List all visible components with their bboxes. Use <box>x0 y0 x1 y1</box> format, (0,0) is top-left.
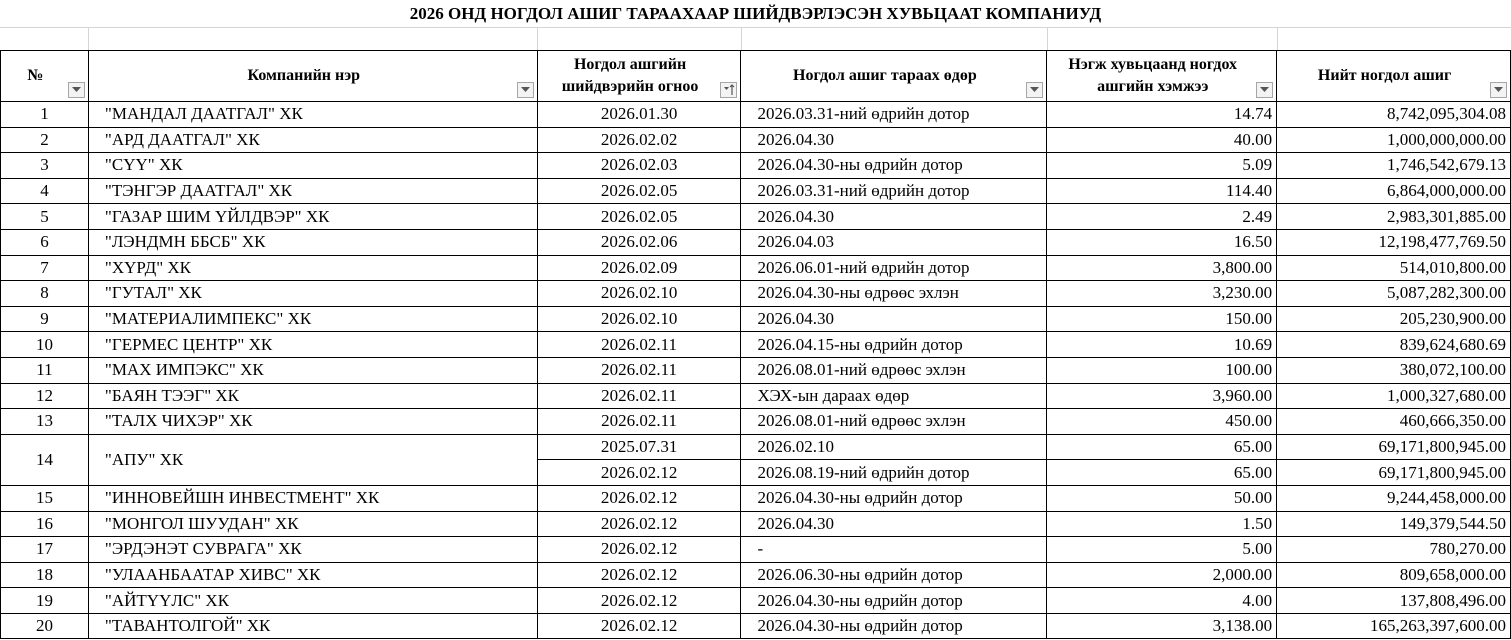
decision-date-cell[interactable]: 2026.02.12 <box>537 562 741 588</box>
payment-date-cell[interactable]: 2026.06.30-ны өдрийн дотор <box>741 562 1047 588</box>
total-dividend-cell[interactable]: 460,666,350.00 <box>1277 409 1511 435</box>
decision-date-cell[interactable]: 2026.01.30 <box>537 102 741 128</box>
payment-date-cell[interactable]: 2026.02.10 <box>741 434 1047 460</box>
sort-ascending-filter-icon[interactable] <box>720 82 737 98</box>
company-name-cell[interactable]: "ТАЛХ ЧИХЭР" ХК <box>88 409 537 435</box>
sheet-title-text: 2026 ОНД НОГДОЛ АШИГ ТАРААХААР ШИЙДВЭРЛЭСЭН ХУВЬЦААТ КОМПАНИУД <box>409 3 1102 23</box>
per-share-cell[interactable]: 14.74 <box>1047 102 1277 128</box>
per-share-cell[interactable]: 50.00 <box>1047 485 1277 511</box>
per-share-cell[interactable]: 450.00 <box>1047 409 1277 435</box>
payment-date-cell[interactable]: 2026.08.01-ний өдрөөс эхлэн <box>741 409 1047 435</box>
payment-date-cell[interactable]: 2026.08.01-ний өдрөөс эхлэн <box>741 357 1047 383</box>
total-dividend-cell[interactable]: 380,072,100.00 <box>1277 357 1511 383</box>
decision-date-cell[interactable]: 2026.02.12 <box>537 485 741 511</box>
row-number-cell[interactable]: 11 <box>1 357 89 383</box>
payment-date-cell[interactable]: 2026.04.30 <box>741 127 1047 153</box>
per-share-cell[interactable]: 150.00 <box>1047 306 1277 332</box>
row-number-cell[interactable]: 16 <box>1 511 89 537</box>
payment-date-cell[interactable]: 2026.04.30 <box>741 204 1047 230</box>
row-number-cell[interactable]: 17 <box>1 537 89 563</box>
decision-date-cell[interactable]: 2026.02.09 <box>537 255 741 281</box>
header-num-label: № <box>27 67 44 84</box>
total-dividend-cell[interactable]: 1,000,327,680.00 <box>1277 383 1511 409</box>
per-share-cell[interactable]: 100.00 <box>1047 357 1277 383</box>
per-share-cell[interactable]: 2,000.00 <box>1047 562 1277 588</box>
decision-date-cell[interactable]: 2026.02.06 <box>537 229 741 255</box>
company-name-cell[interactable]: "МАТЕРИАЛИМПЕКС" ХК <box>88 306 537 332</box>
company-name-cell[interactable]: "ТАВАНТОЛГОЙ" ХК <box>88 613 537 639</box>
company-name-cell[interactable]: "ХҮРД" ХК <box>88 255 537 281</box>
decision-date-cell[interactable]: 2026.02.12 <box>537 460 741 486</box>
filter-dropdown-icon[interactable] <box>1256 82 1273 98</box>
company-name-cell[interactable]: "УЛААНБААТАР ХИВС" ХК <box>88 562 537 588</box>
header-num <box>1 51 89 102</box>
row-number-cell[interactable]: 10 <box>1 332 89 358</box>
total-dividend-cell[interactable]: 6,864,000,000.00 <box>1277 178 1511 204</box>
total-dividend-cell[interactable]: 5,087,282,300.00 <box>1277 281 1511 307</box>
payment-date-cell[interactable]: - <box>741 537 1047 563</box>
filter-dropdown-icon[interactable] <box>68 82 85 98</box>
header-decision-date <box>537 51 741 102</box>
table-row <box>1 255 1511 281</box>
total-dividend-cell[interactable]: 514,010,800.00 <box>1277 255 1511 281</box>
company-name-cell[interactable]: "ЭРДЭНЭТ СУВРАГА" ХК <box>88 537 537 563</box>
company-name-cell[interactable]: "СҮҮ" ХК <box>88 153 537 179</box>
table-row <box>1 153 1511 179</box>
row-number-cell[interactable]: 13 <box>1 409 89 435</box>
company-name-cell[interactable]: "ИННОВЕЙШН ИНВЕСТМЕНТ" ХК <box>88 485 537 511</box>
header-payment-date-label: Ногдол ашиг тараах өдөр <box>793 67 977 84</box>
total-dividend-cell[interactable]: 809,658,000.00 <box>1277 562 1511 588</box>
header-per-share-label: Нэгж хувьцаанд ногдох ашгийн хэмжээ <box>1068 56 1238 95</box>
table-row <box>1 434 1511 460</box>
header-total-label: Нийт ногдол ашиг <box>1317 67 1452 84</box>
table-row <box>1 229 1511 255</box>
per-share-cell[interactable]: 65.00 <box>1047 460 1277 486</box>
total-dividend-cell[interactable]: 69,171,800,945.00 <box>1277 434 1511 460</box>
decision-date-cell[interactable]: 2026.02.05 <box>537 204 741 230</box>
payment-date-cell[interactable]: 2026.04.15-ны өдрийн дотор <box>741 332 1047 358</box>
total-dividend-cell[interactable]: 9,244,458,000.00 <box>1277 485 1511 511</box>
total-dividend-cell[interactable]: 137,808,496.00 <box>1277 588 1511 614</box>
total-dividend-cell[interactable]: 839,624,680.69 <box>1277 332 1511 358</box>
per-share-cell[interactable]: 1.50 <box>1047 511 1277 537</box>
per-share-cell[interactable]: 10.69 <box>1047 332 1277 358</box>
payment-date-cell[interactable]: 2026.04.30 <box>741 511 1047 537</box>
decision-date-cell[interactable]: 2026.02.11 <box>537 409 741 435</box>
row-number-cell[interactable]: 1 <box>1 102 89 128</box>
header-decision-date-label: Ногдол ашгийн шийдвэрийн огноо <box>561 56 699 95</box>
table-row <box>1 178 1511 204</box>
company-name-cell[interactable]: "ГАЗАР ШИМ ҮЙЛДВЭР" ХК <box>88 204 537 230</box>
company-name-cell[interactable]: "АПУ" ХК <box>88 434 537 485</box>
payment-date-cell[interactable]: 2026.04.30-ны өдрөөс эхлэн <box>741 281 1047 307</box>
company-name-cell[interactable]: "МОНГОЛ ШУУДАН" ХК <box>88 511 537 537</box>
decision-date-cell[interactable]: 2026.02.12 <box>537 588 741 614</box>
per-share-cell[interactable]: 3,230.00 <box>1047 281 1277 307</box>
row-number-cell[interactable]: 19 <box>1 588 89 614</box>
per-share-cell[interactable]: 3,960.00 <box>1047 383 1277 409</box>
row-number-cell[interactable]: 3 <box>1 153 89 179</box>
dividend-table <box>0 50 1511 639</box>
decision-date-cell[interactable]: 2026.02.11 <box>537 332 741 358</box>
decision-date-cell[interactable]: 2026.02.10 <box>537 281 741 307</box>
table-row <box>1 562 1511 588</box>
per-share-cell[interactable]: 114.40 <box>1047 178 1277 204</box>
row-number-cell[interactable]: 6 <box>1 229 89 255</box>
payment-date-cell[interactable]: 2026.04.30-ны өдрийн дотор <box>741 588 1047 614</box>
table-row <box>1 306 1511 332</box>
per-share-cell[interactable]: 4.00 <box>1047 588 1277 614</box>
table-row <box>1 204 1511 230</box>
company-name-cell[interactable]: "ГУТАЛ" ХК <box>88 281 537 307</box>
per-share-cell[interactable]: 16.50 <box>1047 229 1277 255</box>
total-dividend-cell[interactable]: 8,742,095,304.08 <box>1277 102 1511 128</box>
payment-date-cell[interactable]: 2026.04.30-ны өдрийн дотор <box>741 153 1047 179</box>
table-row <box>1 511 1511 537</box>
row-number-cell[interactable]: 18 <box>1 562 89 588</box>
sheet-title <box>0 0 1511 28</box>
table-row <box>1 485 1511 511</box>
total-dividend-cell[interactable]: 149,379,544.50 <box>1277 511 1511 537</box>
total-dividend-cell[interactable]: 69,171,800,945.00 <box>1277 460 1511 486</box>
payment-date-cell[interactable]: 2026.03.31-ний өдрийн дотор <box>741 178 1047 204</box>
header-row <box>1 51 1511 102</box>
row-number-cell[interactable]: 14 <box>1 434 89 485</box>
decision-date-cell[interactable]: 2026.02.03 <box>537 153 741 179</box>
payment-date-cell[interactable]: 2026.04.03 <box>741 229 1047 255</box>
row-number-cell[interactable]: 2 <box>1 127 89 153</box>
row-number-cell[interactable]: 20 <box>1 613 89 639</box>
company-name-cell[interactable]: "АЙТҮҮЛС" ХК <box>88 588 537 614</box>
filter-dropdown-icon[interactable] <box>517 82 534 98</box>
per-share-cell[interactable]: 5.00 <box>1047 537 1277 563</box>
row-number-cell[interactable]: 5 <box>1 204 89 230</box>
company-name-cell[interactable]: "ТЭНГЭР ДААТГАЛ" ХК <box>88 178 537 204</box>
per-share-cell[interactable]: 3,138.00 <box>1047 613 1277 639</box>
decision-date-cell[interactable]: 2026.02.11 <box>537 383 741 409</box>
blank-spacer-row <box>0 27 1511 50</box>
row-number-cell[interactable]: 4 <box>1 178 89 204</box>
header-company <box>88 51 537 102</box>
row-number-cell[interactable]: 7 <box>1 255 89 281</box>
header-payment-date <box>741 51 1047 102</box>
decision-date-cell[interactable]: 2026.02.12 <box>537 537 741 563</box>
company-name-cell[interactable]: "МАНДАЛ ДААТГАЛ" ХК <box>88 102 537 128</box>
total-dividend-cell[interactable]: 165,263,397,600.00 <box>1277 613 1511 639</box>
company-name-cell[interactable]: "МАХ ИМПЭКС" ХК <box>88 357 537 383</box>
payment-date-cell[interactable]: 2026.04.30-ны өдрийн дотор <box>741 485 1047 511</box>
table-row <box>1 127 1511 153</box>
total-dividend-cell[interactable]: 1,000,000,000.00 <box>1277 127 1511 153</box>
company-name-cell[interactable]: "ЛЭНДМН ББСБ" ХК <box>88 229 537 255</box>
total-dividend-cell[interactable]: 1,746,542,679.13 <box>1277 153 1511 179</box>
row-number-cell[interactable]: 12 <box>1 383 89 409</box>
table-row <box>1 588 1511 614</box>
table-row <box>1 281 1511 307</box>
table-row <box>1 332 1511 358</box>
filter-dropdown-icon[interactable] <box>1026 82 1043 98</box>
per-share-cell[interactable]: 65.00 <box>1047 434 1277 460</box>
header-company-label: Компанийн нэр <box>247 67 361 84</box>
header-per-share <box>1047 51 1277 102</box>
per-share-cell[interactable]: 2.49 <box>1047 204 1277 230</box>
table-row <box>1 613 1511 639</box>
total-dividend-cell[interactable]: 12,198,477,769.50 <box>1277 229 1511 255</box>
table-row <box>1 357 1511 383</box>
decision-date-cell[interactable]: 2026.02.11 <box>537 357 741 383</box>
payment-date-cell[interactable]: 2026.03.31-ний өдрийн дотор <box>741 102 1047 128</box>
table-body <box>1 102 1511 639</box>
decision-date-cell[interactable]: 2026.02.05 <box>537 178 741 204</box>
decision-date-cell[interactable]: 2026.02.12 <box>537 613 741 639</box>
company-name-cell[interactable]: "АРД ДААТГАЛ" ХК <box>88 127 537 153</box>
company-name-cell[interactable]: "ГЕРМЕС ЦЕНТР" ХК <box>88 332 537 358</box>
company-name-cell[interactable]: "БАЯН ТЭЭГ" ХК <box>88 383 537 409</box>
total-dividend-cell[interactable]: 2,983,301,885.00 <box>1277 204 1511 230</box>
filter-dropdown-icon[interactable] <box>1490 82 1507 98</box>
table-row <box>1 409 1511 435</box>
row-number-cell[interactable]: 9 <box>1 306 89 332</box>
decision-date-cell[interactable]: 2026.02.10 <box>537 306 741 332</box>
per-share-cell[interactable]: 3,800.00 <box>1047 255 1277 281</box>
payment-date-cell[interactable]: 2026.08.19-ний өдрийн дотор <box>741 460 1047 486</box>
per-share-cell[interactable]: 5.09 <box>1047 153 1277 179</box>
total-dividend-cell[interactable]: 205,230,900.00 <box>1277 306 1511 332</box>
decision-date-cell[interactable]: 2026.02.12 <box>537 511 741 537</box>
payment-date-cell[interactable]: ХЭХ-ын дараах өдөр <box>741 383 1047 409</box>
payment-date-cell[interactable]: 2026.04.30 <box>741 306 1047 332</box>
row-number-cell[interactable]: 8 <box>1 281 89 307</box>
payment-date-cell[interactable]: 2026.04.30-ны өдрийн дотор <box>741 613 1047 639</box>
table-row <box>1 383 1511 409</box>
decision-date-cell[interactable]: 2026.02.02 <box>537 127 741 153</box>
per-share-cell[interactable]: 40.00 <box>1047 127 1277 153</box>
row-number-cell[interactable]: 15 <box>1 485 89 511</box>
decision-date-cell[interactable]: 2025.07.31 <box>537 434 741 460</box>
table-row <box>1 537 1511 563</box>
total-dividend-cell[interactable]: 780,270.00 <box>1277 537 1511 563</box>
header-total <box>1277 51 1511 102</box>
table-row <box>1 102 1511 128</box>
payment-date-cell[interactable]: 2026.06.01-ний өдрийн дотор <box>741 255 1047 281</box>
